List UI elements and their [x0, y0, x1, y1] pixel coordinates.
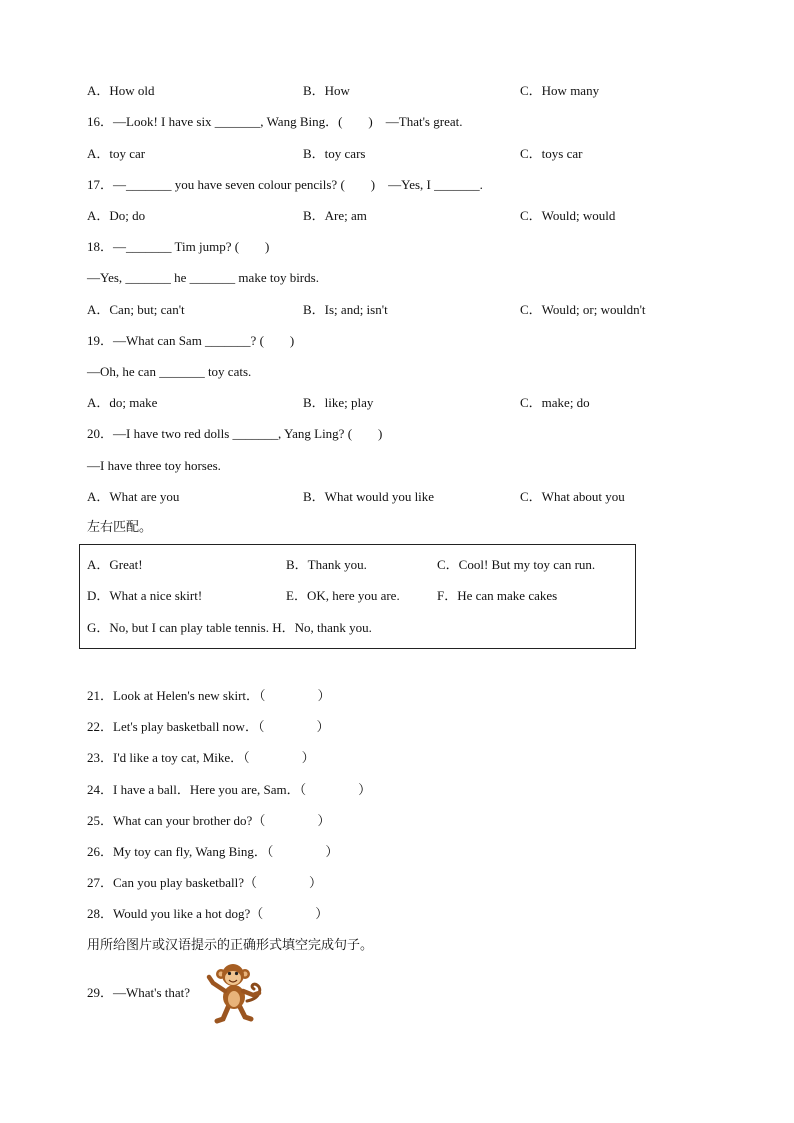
q15-option-a: A．How old — [87, 83, 155, 98]
match-item: 26．My toy can fly, Wang Bing．（ ） — [87, 844, 339, 859]
q18-option-b: B．Is; and; isn't — [303, 302, 388, 317]
match-option-gh: G．No, but I can play table tennis. H．No, thank you. — [87, 620, 372, 635]
match-option-b: B．Thank you. — [286, 557, 367, 572]
q16-option-a: A．toy car — [87, 146, 146, 161]
match-item: 21．Look at Helen's new skirt．（ ） — [87, 688, 331, 703]
q19-option-a: A．do; make — [87, 395, 158, 410]
match-option-e: E．OK, here you are. — [286, 588, 400, 603]
q16-stem: 16．—Look! I have six _______, Wang Bing．( ) —That's great. — [87, 114, 463, 129]
match-option-f: F．He can make cakes — [437, 588, 558, 603]
q19-stem: 19．—What can Sam _______? ( ) — [87, 333, 295, 348]
match-item: 24．I have a ball．Here you are, Sam．（ ） — [87, 782, 372, 797]
q17-option-c: C．Would; would — [520, 208, 616, 223]
fill-heading: 用所给图片或汉语提示的正确形式填空完成句子。 — [87, 938, 374, 953]
q20-stem-answer: —I have three toy horses. — [87, 458, 221, 473]
q18-stem-answer: —Yes, _______ he _______ make toy birds. — [87, 270, 319, 285]
q20-option-a: A．What are you — [87, 489, 180, 504]
q19-stem-answer: —Oh, he can _______ toy cats. — [87, 364, 252, 379]
match-item: 23．I'd like a toy cat, Mike．（ ） — [87, 750, 315, 765]
q29-stem: 29．—What's that? — [87, 985, 191, 1000]
monkey-icon — [203, 961, 265, 1025]
match-item: 27．Can you play basketball?（ ） — [87, 875, 323, 890]
q18-option-a: A．Can; but; can't — [87, 302, 185, 317]
match-item: 22．Let's play basketball now．（ ） — [87, 719, 330, 734]
q17-option-b: B．Are; am — [303, 208, 367, 223]
match-item: 28．Would you like a hot dog?（ ） — [87, 906, 329, 921]
q19-option-c: C．make; do — [520, 395, 590, 410]
q17-option-a: A．Do; do — [87, 208, 146, 223]
q15-option-c: C．How many — [520, 83, 600, 98]
q20-stem: 20．—I have two red dolls _______, Yang Ling? ( ) — [87, 426, 383, 441]
q16-option-b: B．toy cars — [303, 146, 366, 161]
q17-stem: 17．—_______ you have seven colour pencils? ( ) —Yes, I _______. — [87, 177, 483, 192]
match-option-c: C．Cool! But my toy can run. — [437, 557, 596, 572]
matching-heading: 左右匹配。 — [87, 520, 153, 535]
match-option-d: D．What a nice skirt! — [87, 588, 203, 603]
q15-option-b: B．How — [303, 83, 350, 98]
q16-option-c: C．toys car — [520, 146, 583, 161]
q18-stem: 18．—_______ Tim jump? ( ) — [87, 239, 270, 254]
match-item: 25．What can your brother do?（ ） — [87, 813, 331, 828]
match-option-a: A．Great! — [87, 557, 143, 572]
q20-option-c: C．What about you — [520, 489, 625, 504]
q19-option-b: B．like; play — [303, 395, 374, 410]
q20-option-b: B．What would you like — [303, 489, 435, 504]
q18-option-c: C．Would; or; wouldn't — [520, 302, 646, 317]
